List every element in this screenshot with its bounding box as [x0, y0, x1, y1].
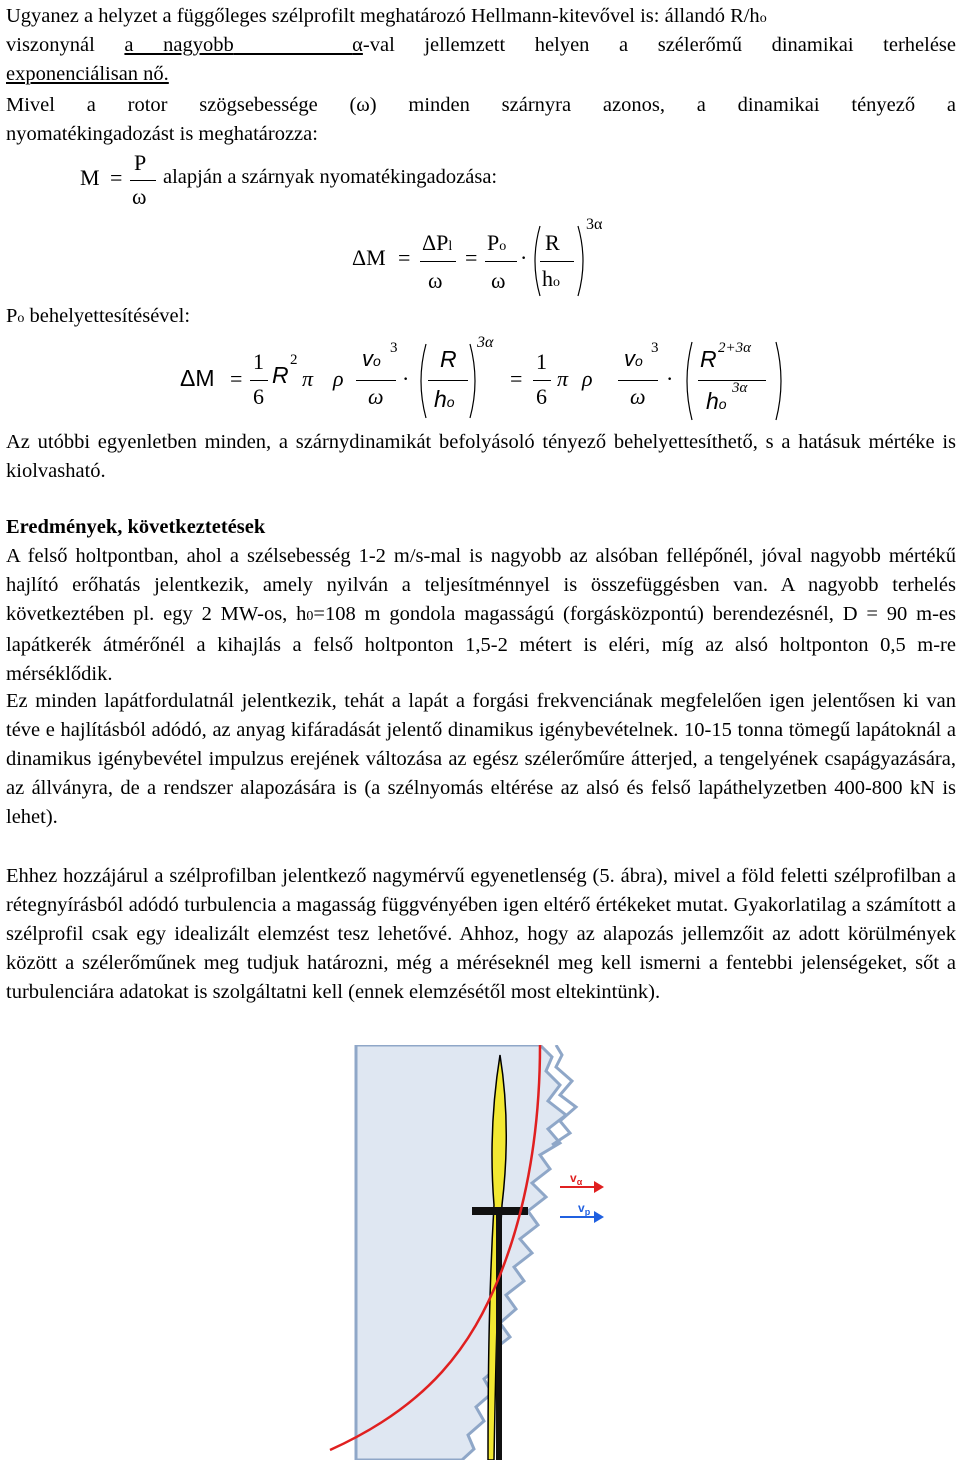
subscript: o — [759, 11, 767, 26]
eq2-equals-2: = — [465, 245, 478, 270]
va-arrow-head — [594, 1181, 604, 1193]
h-symbol: h — [706, 388, 719, 414]
wind-profile-figure — [0, 1045, 960, 1460]
turbulent-outline — [552, 1045, 576, 1145]
alpha-symbol: α — [352, 34, 363, 56]
intro-line-5 — [6, 120, 956, 149]
fraction-bar — [618, 380, 658, 381]
dot-operator: · — [402, 366, 410, 391]
eq2-den1: ω — [428, 268, 443, 293]
intro-text: Ugyanez a helyzet a függőleges szélprofilt meghatározó Hellmann-kitevővel is: állandó R/h — [6, 5, 760, 27]
subscript: o — [553, 275, 560, 290]
fraction-bar — [540, 261, 574, 262]
fraction-bar — [130, 180, 156, 181]
v-symbol: v — [362, 346, 373, 371]
delta-m: ΔM — [180, 365, 215, 391]
eq3-ho — [434, 386, 455, 413]
omega-symbol: ω — [356, 94, 370, 116]
label-va: $v_\alpha$ — [570, 1171, 583, 1187]
eq3-pi-2: π — [557, 366, 569, 391]
eq3-omega: ω — [368, 384, 384, 409]
fraction-bar — [420, 261, 456, 262]
eq3-rho-2: ρ — [582, 366, 593, 391]
eq3-one: 1 — [253, 349, 264, 374]
underlined-text — [124, 34, 362, 56]
h-symbol: h — [542, 266, 553, 291]
eq2-lhs: ΔM — [352, 245, 386, 270]
label-vp: $v_p$ — [578, 1201, 591, 1217]
eq3-lhs — [180, 365, 215, 392]
label-text: behelyettesítésével: — [24, 305, 191, 327]
eq3-r: R — [272, 362, 289, 388]
eq3-h-exponent: 3α — [732, 380, 748, 396]
paragraph-text: =108 m gondola magasságú (forgásközpontú) berendezésnél, D = 90 m-es lapátkerék átmérőnél a kihajlás a felső holtponton 1,5-2 métert is eléri, míg az alsó holtponton 0,5 m-re mérséklődik. — [6, 603, 956, 685]
eq1-denominator: ω — [132, 184, 147, 209]
fraction-bar — [356, 380, 396, 381]
underlined-word: a nagyobb — [124, 34, 234, 56]
subscript: o — [446, 394, 455, 410]
eq3-r-exponent: 2 — [290, 352, 298, 368]
subscript: o — [17, 311, 25, 326]
fraction-bar — [428, 380, 468, 381]
delta-p: ΔP — [422, 230, 449, 255]
fraction-bar — [250, 380, 268, 381]
h-symbol: h — [434, 386, 447, 412]
eq2-equals: = — [398, 245, 411, 270]
intro-text: Mivel a rotor szögsebessége ( — [6, 94, 357, 116]
eq2-exponent: 3α — [586, 216, 603, 233]
vp-arrow-head — [594, 1211, 604, 1223]
eq3-ho-2 — [706, 388, 727, 415]
dot-operator: · — [520, 245, 528, 270]
eq3-equals: = — [230, 366, 243, 391]
p-symbol: P — [487, 230, 500, 255]
eq3-six: 6 — [253, 384, 264, 409]
eq3-six-2: 6 — [536, 384, 547, 409]
results-paragraph-1 — [6, 542, 956, 689]
eq2-r: R — [545, 230, 560, 255]
subscript: o — [635, 353, 643, 369]
eq3-v-exponent-2: 3 — [651, 340, 659, 356]
eq3-r-inner: R — [440, 346, 457, 372]
subscript: o — [499, 239, 507, 254]
underlined-text: exponenciálisan nő. — [6, 63, 169, 85]
dot-operator: · — [666, 366, 674, 391]
results-paragraph-3: Ehhez hozzájárul a szélprofilban jelentkező nagymérvű egyenetlenség (5. ábra), mivel a föld feletti szélprofilban a rétegnyírásból adódó turbulencia a magasság függvényében igen eltérő értékeket mutat. Gyakorlatilag a számított a szélprofil csak egy idealizált elemzést tesz lehetővé. Ahhoz, hogy az alapozás jellemzőit az adott körülmények között a szélerőműnek meg tudjuk határozni, még a méréseknél meg kell ismerni a fentebbi jelenségeket, sőt a turbulenciára adatokat is szolgáltatni kell (ennek elemzésétől most eltekintünk). — [6, 865, 956, 1003]
eq2-ho — [542, 266, 560, 292]
eq2-num1 — [422, 230, 452, 256]
subscript: o — [718, 396, 727, 412]
eq1-equals: = — [110, 165, 123, 190]
eq3-exponent: 3α — [477, 334, 494, 351]
fraction-bar — [485, 261, 517, 262]
intro-text: nyomatékingadozást is meghatározza: — [6, 123, 318, 145]
tower — [496, 1215, 502, 1460]
eq3-pi: π — [302, 366, 314, 391]
intro-text: viszonynál — [6, 34, 125, 56]
subscript: 0 — [306, 609, 314, 624]
eq1-numerator: P — [134, 150, 147, 175]
p-symbol: P — [6, 305, 18, 327]
eq3-omega-2: ω — [630, 384, 646, 409]
section-title: Eredmények, következtetések — [6, 516, 266, 538]
fraction-bar — [533, 380, 551, 381]
eq3-v-exponent: 3 — [390, 340, 398, 356]
intro-line-1 — [6, 2, 956, 33]
intro-line-2 — [6, 31, 956, 60]
eq3-vo — [362, 346, 381, 372]
subscript: o — [373, 353, 381, 369]
eq3-vo-2 — [624, 346, 643, 372]
eq3-r-3: R — [700, 346, 717, 372]
turbulent-profile — [356, 1045, 566, 1460]
eq3-one-2: 1 — [536, 349, 547, 374]
intro-text: -val jellemzett helyen a szélerőmű dinamikai terhelése — [362, 34, 956, 56]
intro-line-3 — [6, 60, 956, 89]
paragraph-text: A felső holtpontban, ahol a szélsebesség 1-2 m/s-mal is nagyobb az alsóban fellépőnél, jóval nagyobb mértékű hajlító erőhatás jelentkezik, amely nyilván a teljesítménnyel is összefüggésben van. A nagyobb terhelés következtében pl. egy 2 MW-os, h — [6, 545, 956, 625]
eq1-lhs: M — [80, 165, 100, 190]
intro-text: ) minden szárnyra azonos, a dinamikai tényező a — [369, 94, 957, 116]
subscript: l — [448, 239, 453, 254]
eq2-num2 — [487, 230, 506, 256]
results-paragraph-2: Ez minden lapátfordulatnál jelentkezik, tehát a lapát a forgási frekvenciának megfelelően igen jelentősen ki van téve e hajlításból adódó, az anyag kifáradását jelentő dinamikus igénybevételnek. 10-15 tonna tömegű lapátoknál a dinamikus igénybevétel impulzus erejének változása az egész szélerőműre átterjed, a tengelyének csapágyazására, az állványra, de a rendszer alapozására is (a szélnyomás eltérése az alsó és felső lapáthelyzetben 400-800 kN is lehet). — [6, 690, 956, 828]
eq3-rho: ρ — [333, 366, 344, 391]
eq2-den2: ω — [491, 268, 506, 293]
eq3-equals-2: = — [510, 366, 523, 391]
eq1-text: alapján a szárnyak nyomatékingadozása: — [163, 166, 498, 188]
eq3-r-exponent-2: 2+3α — [718, 340, 751, 356]
substitution-label — [6, 302, 956, 333]
after-equation-text: Az utóbbi egyenletben minden, a szárnydinamikát befolyásoló tényező behelyettesíthető, s a hatásuk mértéke is kiolvasható. — [6, 431, 956, 482]
intro-line-4 — [6, 91, 956, 120]
v-symbol: v — [624, 346, 635, 371]
